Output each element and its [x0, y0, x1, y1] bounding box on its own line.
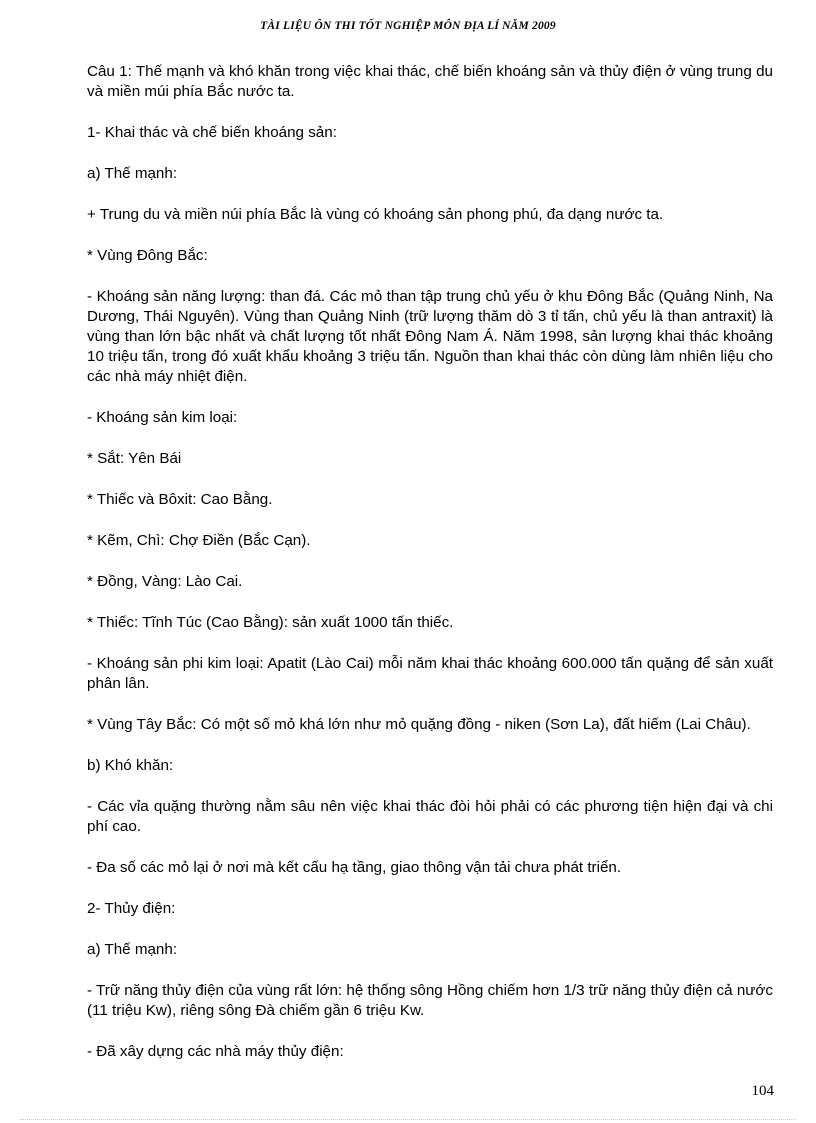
document-body	[87, 62, 773, 1062]
subheading-difficulties: b) Khó khăn:	[87, 757, 174, 774]
list-item-zinc-lead: * Kẽm, Chì: Chợ Điền (Bắc Cạn).	[87, 532, 311, 549]
paragraph-deep-ore: - Các vỉa quặng thường nằm sâu nên việc khai thác đòi hỏi phải có các phương tiện hiện đại và chi phí cao.	[87, 798, 773, 835]
section-heading-hydropower: 2- Thủy điện:	[87, 900, 176, 917]
paragraph-overview: + Trung du và miền núi phía Bắc là vùng có khoáng sản phong phú, đa dạng nước ta.	[87, 206, 664, 223]
list-item-iron: * Sắt: Yên Bái	[87, 450, 182, 467]
paragraph-hydro-plants: - Đã xây dựng các nhà máy thủy điện:	[87, 1043, 344, 1060]
subheading-strengths: a) Thế mạnh:	[87, 165, 178, 182]
list-item-copper-gold: * Đồng, Vàng: Lào Cai.	[87, 573, 243, 590]
page-header-title: TÀI LIỆU ÔN THI TỐT NGHIỆP MÔN ĐỊA LÍ NĂM 2009	[260, 20, 556, 32]
paragraph-nonmetal-minerals: - Khoáng sản phi kim loại: Apatit (Lào Cai) mỗi năm khai thác khoảng 600.000 tấn quặng để sản xuất phân lân.	[87, 655, 773, 692]
footer-divider	[20, 1119, 796, 1120]
paragraph-metal-minerals: - Khoáng sản kim loại:	[87, 409, 238, 426]
subheading-strengths-hydro: a) Thế mạnh:	[87, 941, 178, 958]
paragraph-hydro-potential: - Trữ năng thủy điện của vùng rất lớn: hệ thống sông Hồng chiếm hơn 1/3 trữ năng thủy điện cả nước (11 triệu Kw), riêng sông Đà chiếm gần 6 triệu Kw.	[87, 982, 773, 1019]
list-item-tin-bauxite: * Thiếc và Bôxit: Cao Bằng.	[87, 491, 273, 508]
paragraph-question-1: Câu 1: Thế mạnh và khó khăn trong việc khai thác, chế biến khoáng sản và thủy điện ở vùng trung du và miền múi phía Bắc nước ta.	[87, 63, 773, 100]
paragraph-infrastructure: - Đa số các mỏ lại ở nơi mà kết cấu hạ tầng, giao thông vận tải chưa phát triển.	[87, 859, 622, 876]
section-heading-mining: 1- Khai thác và chế biến khoáng sản:	[87, 124, 337, 141]
page-number: 104	[751, 1083, 774, 1099]
list-item-tin-tinh-tuc: * Thiếc: Tĩnh Túc (Cao Bằng): sản xuất 1000 tấn thiếc.	[87, 614, 454, 631]
paragraph-tay-bac: * Vùng Tây Bắc: Có một số mỏ khá lớn như mỏ quặng đồng - niken (Sơn La), đất hiếm (Lai Châu).	[87, 716, 751, 733]
paragraph-energy-minerals: - Khoáng sản năng lượng: than đá. Các mỏ than tập trung chủ yếu ở khu Đông Bắc (Quảng Ninh, Na Dương, Thái Nguyên). Vùng than Quảng Ninh (trữ lượng thăm dò 3 tỉ tấn, chủ yếu là than antraxit) là vùng than lớn bậc nhất và chất lượng tốt nhất Đông Nam Á. Năm 1998, sản lượng khai thác khoảng 10 triệu tấn, trong đó xuất khẩu khoảng 3 triệu tấn. Nguồn than khai thác còn dùng làm nhiên liệu cho các nhà máy nhiệt điện.	[87, 288, 773, 385]
region-heading-dong-bac: * Vùng Đông Bắc:	[87, 247, 208, 264]
